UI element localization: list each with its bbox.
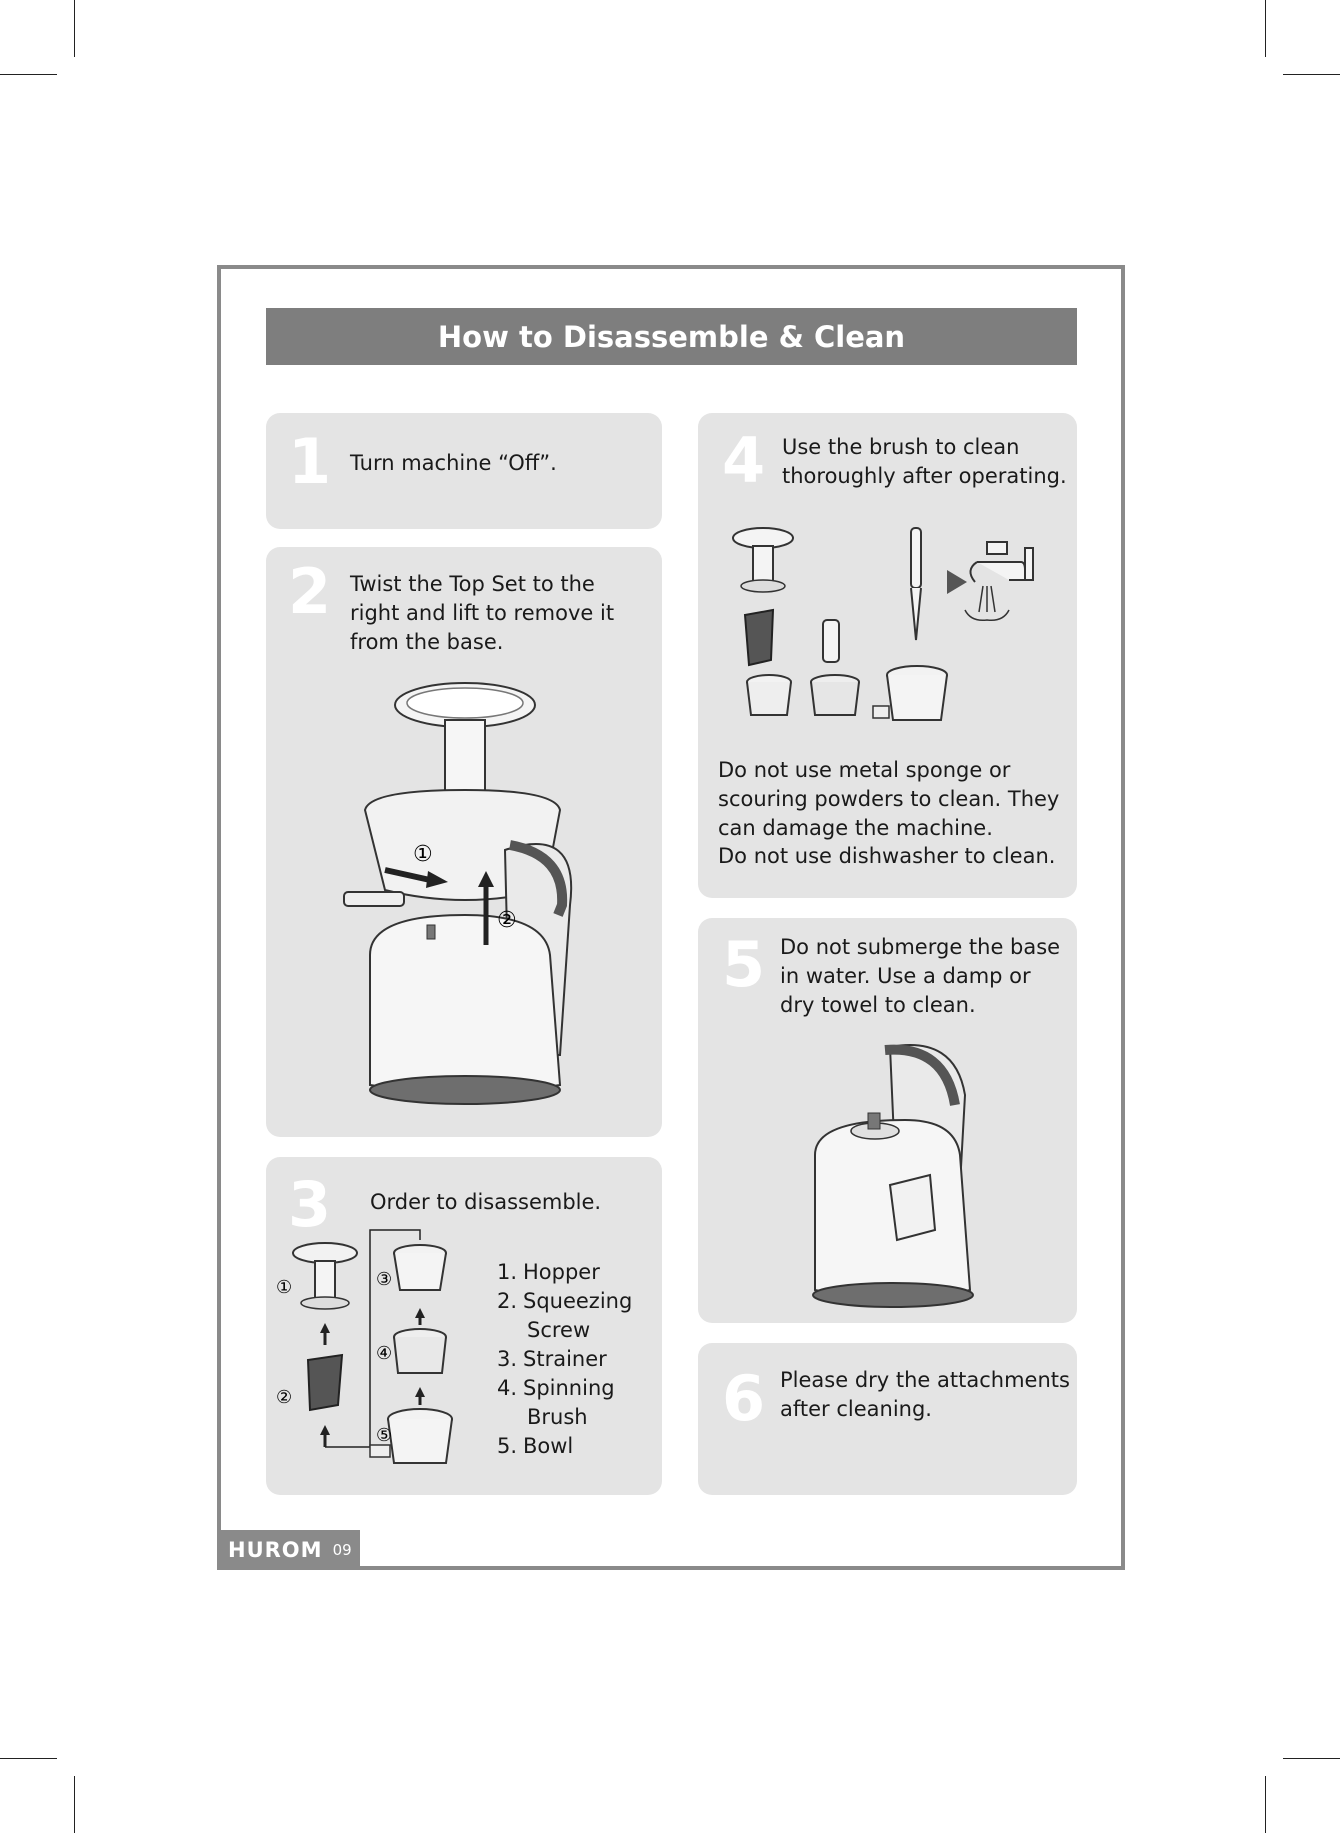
juicer-twist-lift-illustration	[330, 675, 590, 1115]
crop-mark	[0, 74, 57, 75]
step-1-number: 1	[288, 425, 332, 498]
step-5-text: Do not submerge the base in water. Use a damp or dry towel to clean.	[780, 935, 1061, 1017]
list-item: 1. Hopper	[497, 1260, 600, 1284]
step-2-text: Twist the Top Set to the right and lift to remove it from the base.	[350, 572, 615, 654]
lift-callout: ②	[497, 908, 517, 933]
list-item: Screw	[527, 1318, 591, 1342]
crop-mark	[74, 0, 75, 57]
juicer-base-towel-illustration	[805, 1035, 1005, 1305]
parts-and-brush-illustration	[725, 520, 1065, 735]
list-item: 2. Squeezing	[497, 1289, 633, 1313]
crop-mark	[0, 1758, 57, 1759]
brush-callout: ④	[376, 1343, 393, 1364]
hurom-logo: HUROM	[228, 1538, 323, 1562]
page-title: How to Disassemble & Clean	[266, 308, 1077, 365]
part-list	[497, 1258, 632, 1461]
step-3-heading: Order to disassemble.	[370, 1190, 602, 1214]
step-4-warning-2: Do not use dishwasher to clean.	[718, 844, 1056, 868]
disassembly-order-diagram	[270, 1225, 490, 1480]
crop-mark	[1283, 1758, 1340, 1759]
step-6-text: Please dry the attachments after cleaning.	[780, 1368, 1070, 1421]
hopper-callout: ①	[276, 1277, 293, 1298]
brand-tag	[217, 1530, 360, 1570]
bowl-callout: ⑤	[376, 1425, 393, 1446]
list-item: 5. Bowl	[497, 1434, 574, 1458]
step-4-text: Use the brush to clean thoroughly after operating.	[782, 435, 1067, 488]
screw-callout: ②	[276, 1387, 293, 1408]
step-1-text: Turn machine “Off”.	[350, 451, 557, 475]
strainer-callout: ③	[376, 1269, 393, 1290]
step-4-warning-1: Do not use metal sponge or scouring powders to clean. They can damage the machine.	[718, 758, 1060, 840]
twist-callout: ①	[413, 842, 433, 867]
step-4-number: 4	[722, 424, 766, 497]
crop-mark	[1283, 74, 1340, 75]
step-6-number: 6	[722, 1362, 766, 1435]
crop-mark	[1265, 1776, 1266, 1833]
crop-mark	[1265, 0, 1266, 57]
list-item: 4. Spinning	[497, 1376, 615, 1400]
step-3-number: 3	[288, 1168, 332, 1241]
step-2-number: 2	[288, 555, 332, 628]
list-item: 3. Strainer	[497, 1347, 607, 1371]
crop-mark	[74, 1776, 75, 1833]
list-item: Brush	[527, 1405, 588, 1429]
page-number: 09	[332, 1541, 352, 1559]
step-5-number: 5	[722, 928, 766, 1001]
